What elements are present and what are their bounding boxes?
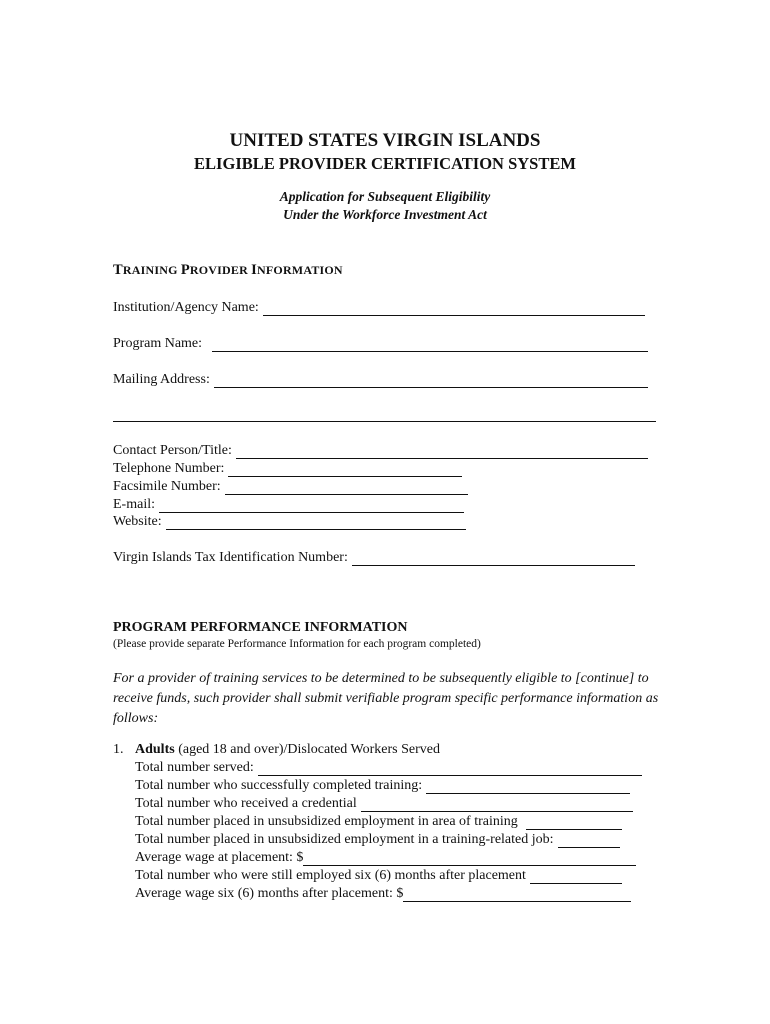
item-1-bold: Adults xyxy=(135,742,175,757)
facsimile-label: Facsimile Number: xyxy=(113,479,221,494)
total-served-label: Total number served: xyxy=(135,760,254,775)
institution-line[interactable] xyxy=(263,302,645,316)
still-employed-label: Total number who were still employed six (6) months after placement xyxy=(135,868,526,883)
credential-label: Total number who received a credential xyxy=(135,796,357,811)
application-line-2: Under the Workforce Investment Act xyxy=(283,207,487,222)
wage-placement-line[interactable] xyxy=(303,852,636,866)
still-employed-field[interactable] xyxy=(135,868,622,884)
facsimile-field[interactable] xyxy=(113,479,468,495)
performance-paragraph: For a provider of training services to be determined to be subsequently eligible to [continue] to receive funds, such provider shall submit verifiable program specific performance information as follows: xyxy=(113,671,659,726)
placed-area-label: Total number placed in unsubsidized employment in area of training xyxy=(135,814,518,829)
completed-training-line[interactable] xyxy=(426,780,630,794)
mailing-address-field[interactable] xyxy=(113,372,648,388)
credential-field[interactable] xyxy=(135,796,633,812)
placed-area-line[interactable] xyxy=(526,816,622,830)
mailing-address-second-line[interactable] xyxy=(113,408,656,422)
email-label: E-mail: xyxy=(113,497,155,512)
performance-note: (Please provide separate Performance Information for each program completed) xyxy=(113,638,481,650)
completed-training-label: Total number who successfully completed training: xyxy=(135,778,423,793)
training-provider-heading: TRAINING PROVIDER INFORMATION xyxy=(113,262,343,278)
item-1-heading: 1. Adults (aged 18 and over)/Dislocated Workers Served xyxy=(113,742,440,757)
document-subtitle: ELIGIBLE PROVIDER CERTIFICATION SYSTEM xyxy=(194,154,576,173)
total-served-line[interactable] xyxy=(258,762,642,776)
wage-six-months-field[interactable] xyxy=(135,886,631,902)
document-title: UNITED STATES VIRGIN ISLANDS xyxy=(229,130,541,151)
mailing-address-line-2[interactable] xyxy=(113,408,656,422)
mailing-address-label: Mailing Address: xyxy=(113,372,210,387)
wage-six-months-label: Average wage six (6) months after placement: $ xyxy=(135,886,404,901)
placed-related-label: Total number placed in unsubsidized employment in a training-related job: xyxy=(135,832,554,847)
website-label: Website: xyxy=(113,514,162,529)
wage-placement-field[interactable] xyxy=(135,850,636,866)
application-line-1: Application for Subsequent Eligibility xyxy=(279,189,491,204)
total-served-field[interactable] xyxy=(135,760,642,776)
tax-id-label: Virgin Islands Tax Identification Number: xyxy=(113,550,348,565)
institution-label: Institution/Agency Name: xyxy=(113,300,259,315)
telephone-label: Telephone Number: xyxy=(113,461,225,476)
program-performance-heading: PROGRAM PERFORMANCE INFORMATION xyxy=(113,620,408,635)
wage-placement-label: Average wage at placement: $ xyxy=(135,850,304,865)
contact-person-line[interactable] xyxy=(236,445,648,459)
institution-field[interactable] xyxy=(113,300,645,316)
placed-related-line[interactable] xyxy=(558,834,620,848)
telephone-line[interactable] xyxy=(228,463,462,477)
contact-person-label: Contact Person/Title: xyxy=(113,443,232,458)
program-name-field[interactable] xyxy=(113,336,648,352)
wage-six-months-line[interactable] xyxy=(403,888,631,902)
email-line[interactable] xyxy=(159,499,464,513)
contact-person-field[interactable] xyxy=(113,443,648,459)
placed-area-field[interactable] xyxy=(135,814,622,830)
tax-id-field[interactable] xyxy=(113,550,635,566)
program-name-line[interactable] xyxy=(212,338,648,352)
facsimile-line[interactable] xyxy=(225,481,468,495)
still-employed-line[interactable] xyxy=(530,870,622,884)
telephone-field[interactable] xyxy=(113,461,462,477)
website-line[interactable] xyxy=(166,516,466,530)
mailing-address-line[interactable] xyxy=(214,374,648,388)
credential-line[interactable] xyxy=(361,798,633,812)
placed-related-field[interactable] xyxy=(135,832,620,848)
email-field[interactable] xyxy=(113,497,464,513)
tax-id-line[interactable] xyxy=(352,552,635,566)
completed-training-field[interactable] xyxy=(135,778,630,794)
program-name-label: Program Name: xyxy=(113,336,203,351)
website-field[interactable] xyxy=(113,514,466,530)
